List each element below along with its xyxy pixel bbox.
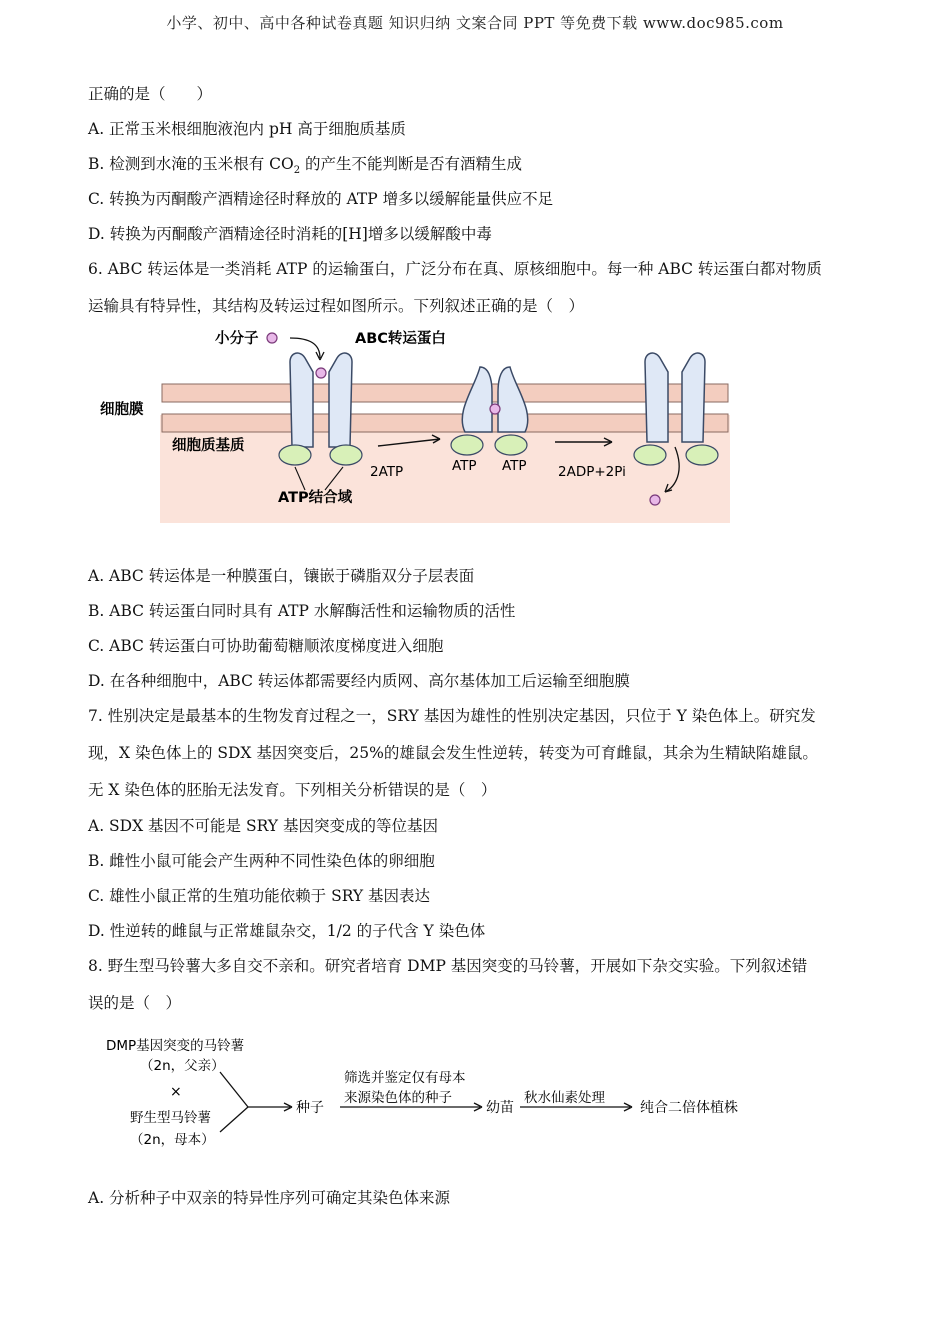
label-result: 纯合二倍体植株 [640, 1100, 738, 1116]
q5-option-b: B. 检测到水淹的玉米根有 $CO_2$ 的产生不能判断是否有酒精生成 [88, 155, 523, 177]
q5-option-c: C. 转换为丙酮酸产酒精途径时释放的 ATP 增多以缓解能量供应不足 [88, 190, 554, 208]
q7-stem-line1: 7. 性别决定是最基本的生物发育过程之一，SRY 基因为雄性的性别决定基因，只位于 Y 染色体上。研究发 [88, 707, 816, 725]
cross-line-bottom [220, 1107, 248, 1132]
label-binding-domain: ATP结合域 [278, 490, 353, 506]
label-mother-name: 野生型马铃薯 [130, 1110, 211, 1126]
label-products: 2ADP+2Pi [558, 464, 626, 480]
q6-option-c: C. ABC 转运蛋白可协助葡萄糖顺浓度梯度进入细胞 [88, 637, 444, 655]
label-atp-right: ATP [502, 458, 527, 474]
atp-binding-domain [330, 445, 362, 465]
q6-option-a: A. ABC 转运体是一种膜蛋白，镶嵌于磷脂双分子层表面 [88, 567, 475, 585]
label-atp-left: ATP [452, 458, 477, 474]
label-father-note: （2n，父亲） [140, 1058, 225, 1074]
label-cytoplasm: 细胞质基质 [172, 438, 245, 454]
q6-option-d: D. 在各种细胞中，ABC 转运体都需要经内质网、高尔基体加工后运输至细胞膜 [88, 672, 630, 690]
q5-stem-tail: 正确的是（ ） [88, 85, 213, 103]
q6-stem-line2: 运输具有特异性，其结构及转运过程如图所示。下列叙述正确的是（ ） [88, 297, 585, 315]
label-cross: × [170, 1084, 182, 1100]
atp-binding-domain [686, 445, 718, 465]
cross-line-top [220, 1072, 248, 1107]
small-molecule-legend [267, 333, 277, 343]
label-abc-protein: ABC转运蛋白 [355, 331, 446, 347]
label-step1-line1: 筛选并鉴定仅有母本 [344, 1070, 466, 1086]
q8-option-a: A. 分析种子中双亲的特异性序列可确定其染色体来源 [88, 1189, 451, 1207]
q7-option-d: D. 性逆转的雌鼠与正常雄鼠杂交，1/2 的子代含 Y 染色体 [88, 922, 486, 940]
potato-cross-diagram [100, 1030, 780, 1160]
label-small-molecule: 小分子 [215, 331, 259, 347]
page-header: 小学、初中、高中各种试卷真题 知识归纳 文案合同 PPT 等免费下载 www.doc985.com [166, 14, 784, 32]
small-molecule [316, 368, 326, 378]
q7-stem-line3: 无 X 染色体的胚胎无法发育。下列相关分析错误的是（ ） [88, 781, 497, 799]
label-seedling: 幼苗 [486, 1100, 514, 1116]
q5-option-d: D. 转换为丙酮酸产酒精途径时消耗的[H]增多以缓解酸中毒 [88, 225, 492, 243]
atp-binding-domain [634, 445, 666, 465]
atp-binding-domain [495, 435, 527, 455]
q6-stem-line1: 6. ABC 转运体是一类消耗 ATP 的运输蛋白，广泛分布在真、原核细胞中。每一种 ABC 转运蛋白都对物质 [88, 260, 822, 278]
label-2atp: 2ATP [370, 464, 404, 480]
label-step2: 秋水仙素处理 [524, 1090, 605, 1106]
small-molecule [490, 404, 500, 414]
q8-stem-line2: 误的是（ ） [88, 994, 182, 1012]
label-father-name: DMP基因突变的马铃薯 [106, 1038, 245, 1054]
q7-option-b: B. 雌性小鼠可能会产生两种不同性染色体的卵细胞 [88, 852, 435, 870]
q5-option-a: A. 正常玉米根细胞液泡内 pH 高于细胞质基质 [88, 120, 406, 138]
small-molecule [650, 495, 660, 505]
atp-binding-domain [451, 435, 483, 455]
q7-option-c: C. 雄性小鼠正常的生殖功能依赖于 SRY 基因表达 [88, 887, 431, 905]
membrane-outer-layer [162, 384, 728, 402]
membrane-inner-layer [162, 414, 728, 432]
atp-binding-domain [279, 445, 311, 465]
q7-option-a: A. SDX 基因不可能是 SRY 基因突变成的等位基因 [88, 817, 438, 835]
q6-option-b: B. ABC 转运蛋白同时具有 ATP 水解酶活性和运输物质的活性 [88, 602, 516, 620]
q7-stem-line2: 现，X 染色体上的 SDX 基因突变后，25%的雄鼠会发生性逆转，转变为可育雌鼠，其余为生精缺陷雄鼠。 [88, 744, 818, 762]
label-membrane: 细胞膜 [100, 402, 144, 418]
q8-stem-line1: 8. 野生型马铃薯大多自交不亲和。研究者培育 DMP 基因突变的马铃薯，开展如下杂交实验。下列叙述错 [88, 957, 808, 975]
label-seed: 种子 [296, 1100, 324, 1116]
label-step1-line2: 来源染色体的种子 [344, 1090, 452, 1106]
abc-transporter-figure [100, 322, 740, 527]
label-mother-note: （2n，母本） [130, 1132, 215, 1148]
